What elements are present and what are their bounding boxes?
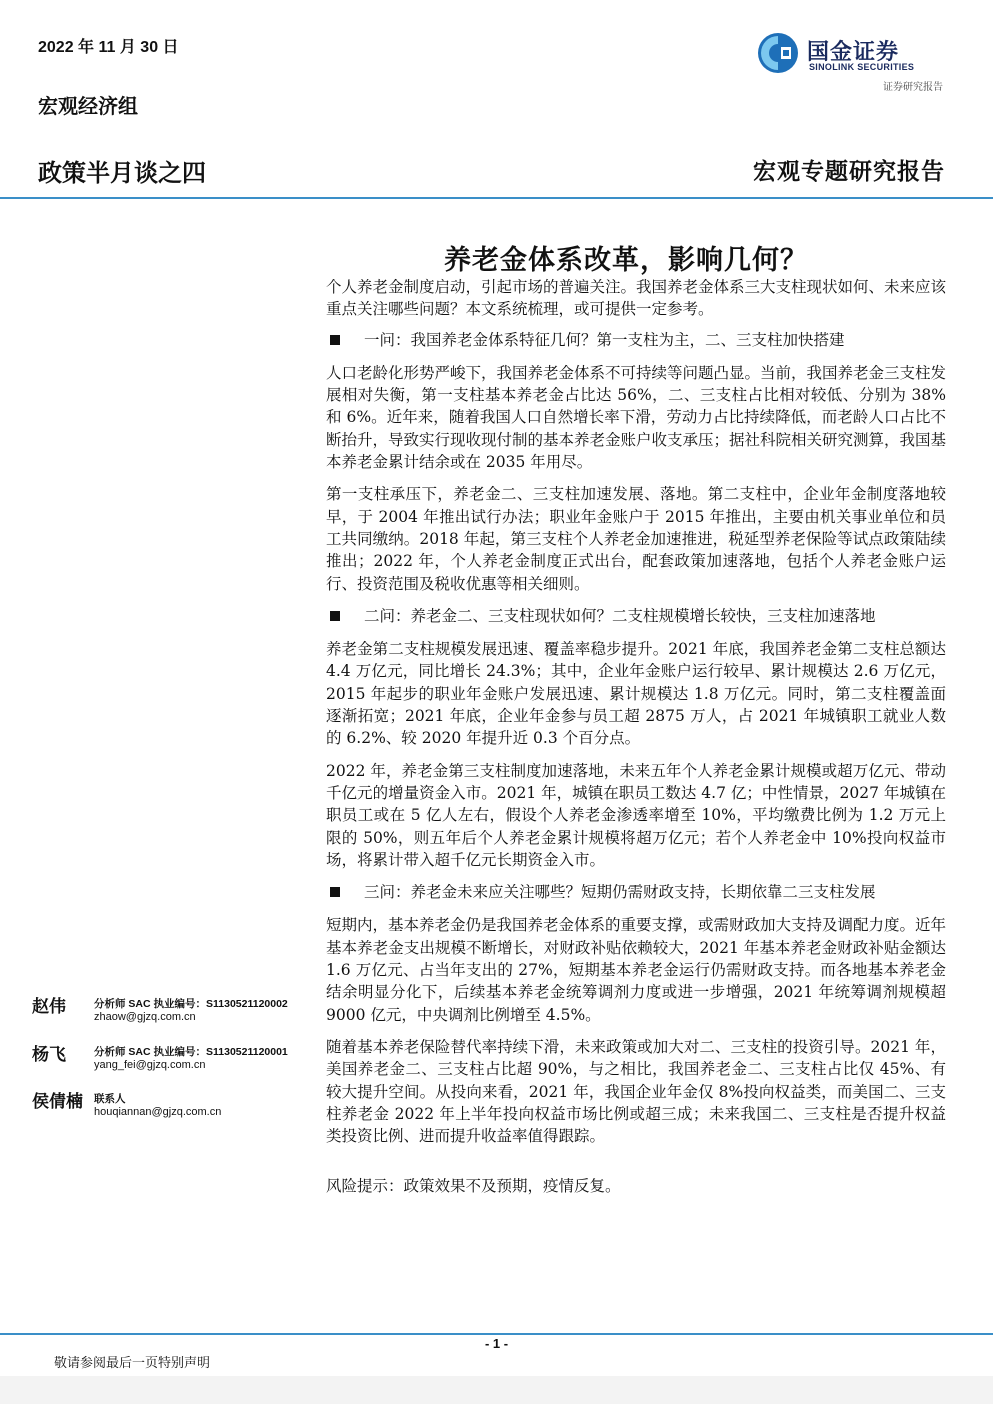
section-heading-text: 二问：养老金二、三支柱现状如何？二支柱规模增长较快，三支柱加速落地 <box>364 606 876 625</box>
report-type: 宏观专题研究报告 <box>753 158 945 185</box>
footer-divider <box>0 1333 993 1335</box>
bullet-square-icon <box>330 611 340 621</box>
body-paragraph: 2022 年，养老金第三支柱制度加速落地，未来五年个人养老金累计规模或超万亿元、带动千亿元的增量资金入市。2021 年，城镇在职员工数达 4.7 亿；中性情景，2027 年城镇在职员工或在 5 亿人左右，假设个人养老金渗透率增至 10%，平均缴费比例为 1.2 万元上限的 50%，则五年后个人养老金累计规模将超万亿元；若个人养老金中 10%投向权益市场，将累计带入超千亿元长期资金入市。 <box>326 761 946 869</box>
section-heading-text: 一问：我国养老金体系特征几何？第一支柱为主，二、三支柱加快搭建 <box>364 330 845 349</box>
analyst-email[interactable]: zhaow@gjzq.com.cn <box>94 1011 196 1023</box>
analyst-role: 分析师 SAC 执业编号：S1130521120001 <box>94 1046 288 1058</box>
analyst-name: 侯倩楠 <box>32 1092 83 1112</box>
bullet-square-icon <box>330 335 340 345</box>
analyst-name: 赵伟 <box>32 997 66 1017</box>
logo-mark-icon <box>757 32 799 74</box>
analyst-role: 联系人 <box>94 1093 126 1105</box>
body-paragraph: 第一支柱承压下，养老金二、三支柱加速发展、落地。第二支柱中，企业年金制度落地较早，于 2004 年推出试行办法；职业年金账户于 2015 年推出，主要由机关事业单位和员工共同缴纳。2018 年起，第三支柱个人养老金加速推进，税延型养老保险等试点政策陆续推出；2022 年，个人养老金制度正式出台，配套政策加速落地，包括个人养老金账户运行、投资范围及税收优惠等相关细则。 <box>326 485 946 593</box>
analyst-name: 杨飞 <box>32 1045 66 1065</box>
logo-name-en: SINOLINK SECURITIES <box>809 62 915 72</box>
footer-disclaimer: 敬请参阅最后一页特别声明 <box>54 1356 211 1371</box>
risk-warning: 风险提示：政策效果不及预期，疫情反复。 <box>326 1177 621 1196</box>
company-logo <box>757 32 943 76</box>
logo-name-cn: 国金证券 <box>807 39 900 64</box>
section-heading <box>326 605 946 627</box>
page-number: - 1 - <box>484 1336 509 1351</box>
report-body <box>326 276 946 1208</box>
research-group: 宏观经济组 <box>38 94 138 118</box>
logo-subtitle: 证券研究报告 <box>883 82 943 93</box>
section-heading <box>326 881 946 903</box>
section-heading <box>326 329 946 351</box>
analyst-email[interactable]: houqiannan@gjzq.com.cn <box>94 1106 222 1118</box>
body-paragraph: 养老金第二支柱规模发展迅速、覆盖率稳步提升。2021 年底，我国养老金第二支柱总额达 4.4 万亿元，同比增长 24.3%；其中，企业年金账户运行较早、累计规模达 2.6 万亿元，2015 年起步的职业年金账户发展迅速、累计规模达 1.8 万亿元。同时，第二支柱覆盖面逐渐拓宽；2021 年底，企业年金参与员工超 2875 万人，占 2021 年城镇职工就业人数的 6.2%、较 2020 年提升近 0.3 个百分点。 <box>326 640 946 748</box>
bullet-square-icon <box>330 887 340 897</box>
lead-paragraph: 个人养老金制度启动，引起市场的普遍关注。我国养老金体系三大支柱现状如何、未来应该重点关注哪些问题？本文系统梳理，或可提供一定参考。 <box>326 278 947 319</box>
report-title: 养老金体系改革，影响几何？ <box>444 245 808 276</box>
footer-band <box>0 1376 993 1404</box>
section-heading-text: 三问：养老金未来应关注哪些？短期仍需财政支持，长期依靠二三支柱发展 <box>364 883 876 902</box>
analyst-card <box>32 992 312 1032</box>
analyst-card <box>32 1040 312 1080</box>
body-paragraph: 短期内，基本养老金仍是我国养老金体系的重要支撑，或需财政加大支持及调配力度。近年基本养老金支出规模不断增长，对财政补贴依赖较大，2021 年基本养老金财政补贴金额达 1.6 万亿元、占当年支出的 27%，短期基本养老金运行仍需财政支持。而各地基本养老金结余明显分化下，后续基本养老金统筹调剂力度或进一步增强，2021 年统筹调剂规模超 9000 亿元，中央调剂比例增至 4.5%。 <box>326 916 947 1024</box>
body-paragraph: 人口老龄化形势严峻下，我国养老金体系不可持续等问题凸显。当前，我国养老金三支柱发展相对失衡，第一支柱基本养老金占比达 56%，二、三支柱占比相对较低、分别为 38%和 6%。近年来，随着我国人口自然增长率下滑，劳动力占比持续降低，而老龄人口占比不断抬升，导致实行现收现付制的基本养老金账户收支承压；据社科院相关研究测算，我国基本养老金累计结余或在 2035 年用尽。 <box>326 363 947 472</box>
analyst-email[interactable]: yang_fei@gjzq.com.cn <box>94 1059 206 1071</box>
report-series: 政策半月谈之四 <box>38 158 206 187</box>
report-date: 2022 年 11 月 30 日 <box>38 39 179 56</box>
header-divider <box>0 197 993 199</box>
body-paragraph: 随着基本养老保险替代率持续下滑，未来政策或加大对二、三支柱的投资引导。2021 年，美国养老金二、三支柱占比超 90%，与之相比，我国养老金二、三支柱占比仅 45%、有较大提升空间。从投向来看，2021 年，我国企业年金仅 8%投向权益类，而美国二、三支柱养老金 2022 年上半年投向权益市场比例或超三成；未来我国二、三支柱是否提升权益类投资比例、进而提升收益率值得跟踪。 <box>326 1037 946 1146</box>
analyst-role: 分析师 SAC 执业编号：S1130521120002 <box>94 998 288 1010</box>
analyst-card <box>32 1087 312 1127</box>
